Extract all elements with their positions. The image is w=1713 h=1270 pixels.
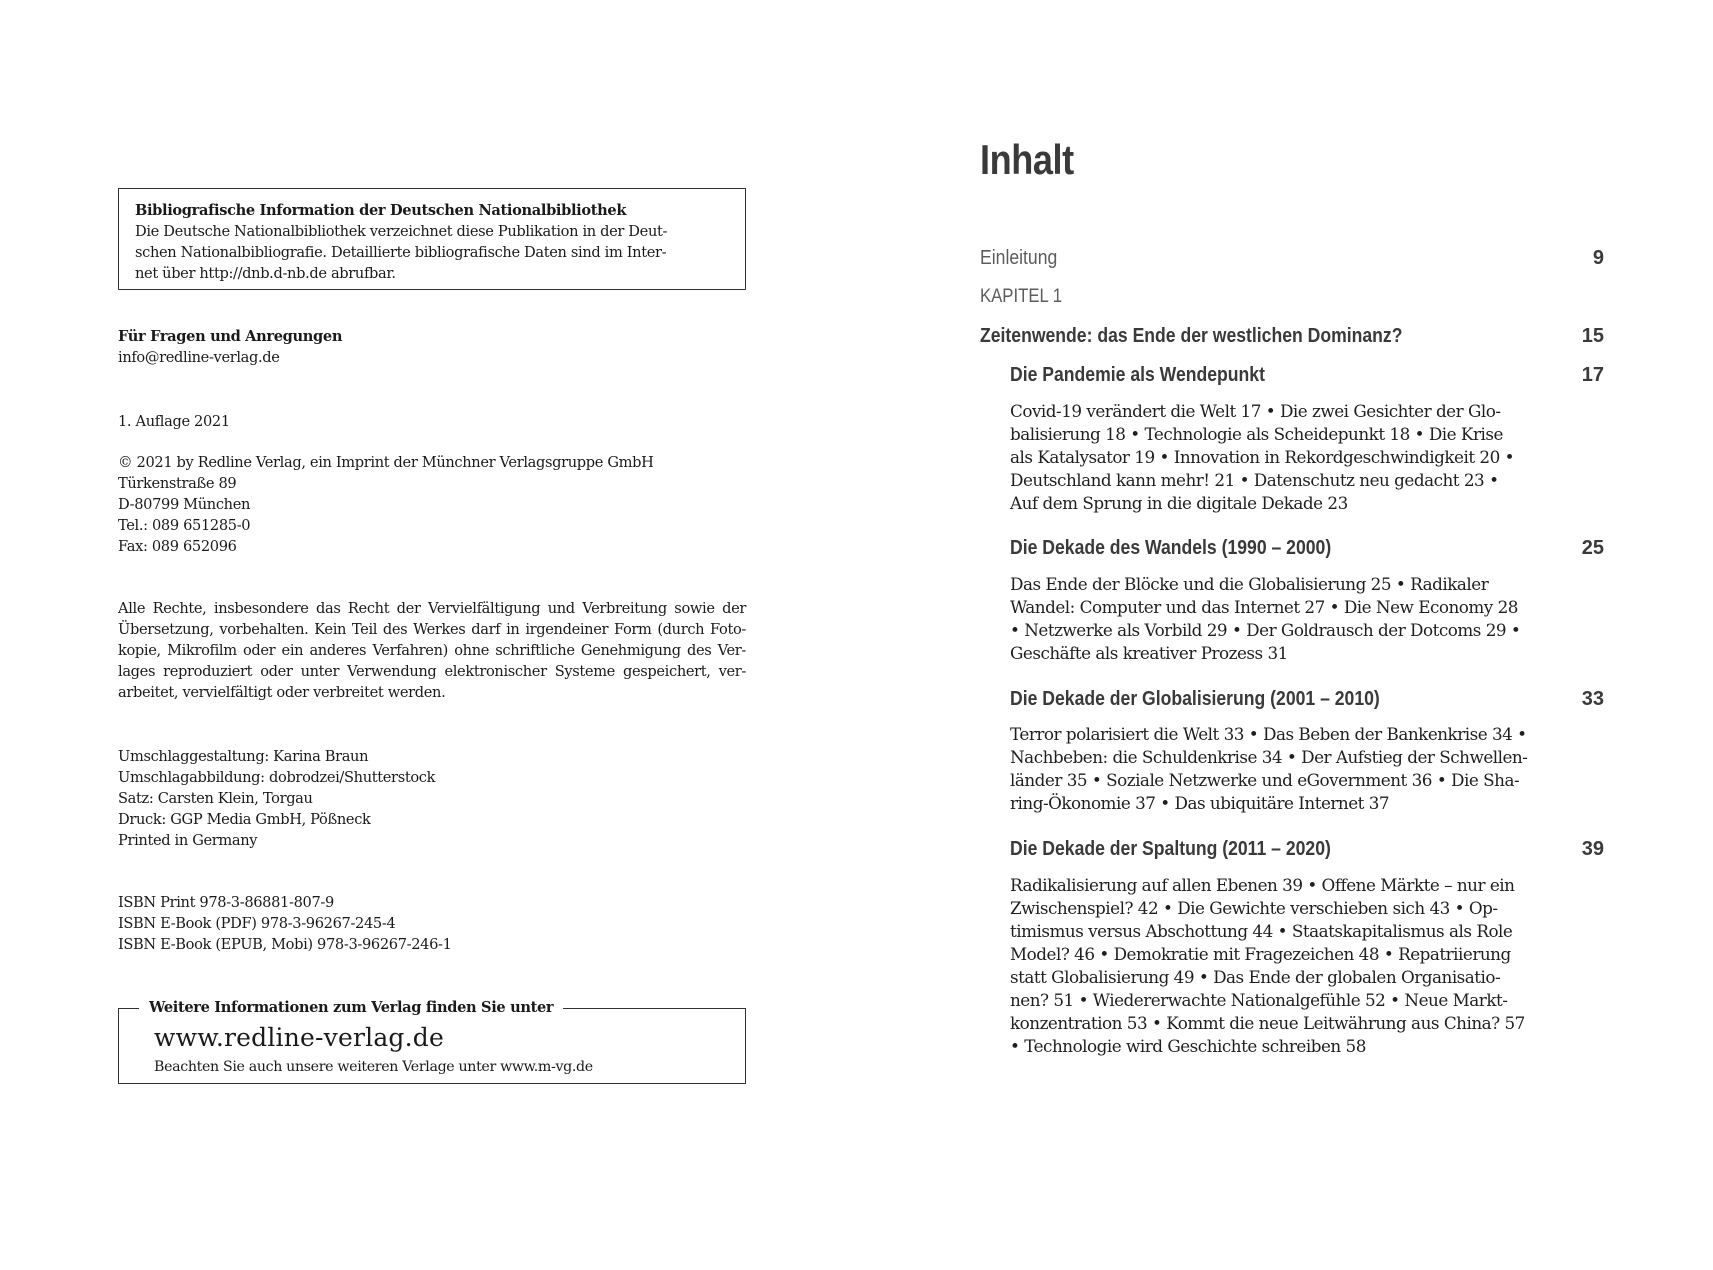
bibliographic-line: Die Deutsche Nationalbibliothek verzeichnet diese Publikation in der Deut- bbox=[135, 223, 668, 240]
info-box-legend: Weitere Informationen zum Verlag finden Sie unter bbox=[139, 997, 563, 1019]
isbn-line: ISBN Print 978-3-86881-807-9 bbox=[118, 894, 334, 911]
topic-line: Zwischenspiel? 42 • Die Gewichte verschieben sich 43 • Op- bbox=[1010, 898, 1498, 918]
credit-line: Printed in Germany bbox=[118, 832, 258, 849]
credit-line: Druck: GGP Media GmbH, Pößneck bbox=[118, 811, 371, 828]
topic-line: balisierung 18 • Technologie als Scheidepunkt 18 • Die Krise bbox=[1010, 424, 1503, 444]
toc-section-topics bbox=[1010, 723, 1530, 815]
credit-line: Umschlagabbildung: dobrodzei/Shutterstock bbox=[118, 769, 436, 786]
topic-line: konzentration 53 • Kommt die neue Leitwährung aus China? 57 bbox=[1010, 1013, 1525, 1033]
edition-text: 1. Auflage 2021 bbox=[118, 413, 230, 430]
topic-line: als Katalysator 19 • Innovation in Rekordgeschwindigkeit 20 • bbox=[1010, 447, 1515, 467]
toc-entry-label: Zeitenwende: das Ende der westlichen Dominanz? bbox=[980, 325, 1403, 347]
toc-page-number: 25 bbox=[1581, 537, 1604, 559]
bibliographic-info-box bbox=[118, 188, 746, 290]
topic-line: Model? 46 • Demokratie mit Fragezeichen 48 • Repatriierung bbox=[1010, 944, 1511, 964]
topic-line: • Technologie wird Geschichte schreiben 58 bbox=[1010, 1036, 1366, 1056]
topic-line: Geschäfte als kreativer Prozess 31 bbox=[1010, 643, 1288, 663]
contact-block bbox=[118, 326, 342, 368]
toc-section-topics bbox=[1010, 573, 1530, 665]
topic-line: nen? 51 • Wiedererwachte Nationalgefühle 52 • Neue Markt- bbox=[1010, 990, 1508, 1010]
toc-entry-label: Die Dekade der Spaltung (2011 – 2020) bbox=[1010, 838, 1331, 860]
publisher-line: © 2021 by Redline Verlag, ein Imprint der Münchner Verlagsgruppe GmbH bbox=[118, 454, 654, 471]
toc-entry-label: Die Dekade der Globalisierung (2001 – 2010) bbox=[1010, 688, 1380, 710]
rights-notice bbox=[118, 598, 746, 703]
publisher-info-box bbox=[118, 999, 746, 1084]
toc-section-topics bbox=[1010, 874, 1530, 1058]
bibliographic-heading: Bibliografische Information der Deutschen Nationalbibliothek bbox=[135, 202, 627, 219]
contact-email: info@redline-verlag.de bbox=[118, 349, 280, 366]
info-box-note: Beachten Sie auch unsere weiteren Verlage unter www.m-vg.de bbox=[154, 1059, 593, 1075]
isbn-line: ISBN E-Book (PDF) 978-3-96267-245-4 bbox=[118, 915, 396, 932]
topic-line: Auf dem Sprung in die digitale Dekade 23 bbox=[1010, 493, 1348, 513]
credits-block bbox=[118, 746, 435, 851]
chapter-label-text: KAPITEL 1 bbox=[980, 286, 1063, 307]
topic-line: länder 35 • Soziale Netzwerke und eGovernment 36 • Die Sha- bbox=[1010, 770, 1520, 790]
bibliographic-line: net über http://dnb.d-nb.de abrufbar. bbox=[135, 265, 396, 282]
topic-line: ring-Ökonomie 37 • Das ubiquitäre Internet 37 bbox=[1010, 793, 1390, 813]
publisher-website-link[interactable]: www.redline-verlag.de bbox=[154, 1023, 444, 1052]
rights-line: Alle Rechte, insbesondere das Recht der Vervielfältigung und Verbreitung sowie der bbox=[118, 600, 746, 617]
rights-line: lages reproduziert oder unter Verwendung elektronischer Systeme gespeichert, ver- bbox=[118, 663, 746, 680]
topic-line: statt Globalisierung 49 • Das Ende der globalen Organisatio- bbox=[1010, 967, 1501, 987]
publisher-line: Fax: 089 652096 bbox=[118, 538, 237, 555]
isbn-block bbox=[118, 892, 452, 955]
toc-page-number: 15 bbox=[1581, 325, 1604, 347]
toc-page-number: 33 bbox=[1581, 688, 1604, 710]
toc-section-topics bbox=[1010, 400, 1530, 515]
isbn-line: ISBN E-Book (EPUB, Mobi) 978-3-96267-246-1 bbox=[118, 936, 452, 953]
bibliographic-line: schen Nationalbibliografie. Detaillierte bibliografische Daten sind im Inter- bbox=[135, 244, 667, 261]
toc-page-number: 39 bbox=[1581, 838, 1604, 860]
toc-page-number: 17 bbox=[1581, 364, 1604, 386]
publisher-address bbox=[118, 452, 654, 557]
publisher-line: Türkenstraße 89 bbox=[118, 475, 237, 492]
toc-page-number: 9 bbox=[1592, 247, 1604, 269]
publisher-line: D-80799 München bbox=[118, 496, 251, 513]
publisher-line: Tel.: 089 651285-0 bbox=[118, 517, 251, 534]
toc-entry-label: Die Pandemie als Wendepunkt bbox=[1010, 364, 1265, 386]
topic-line: • Netzwerke als Vorbild 29 • Der Goldrausch der Dotcoms 29 • bbox=[1010, 620, 1521, 640]
topic-line: Nachbeben: die Schuldenkrise 34 • Der Aufstieg der Schwellen- bbox=[1010, 747, 1528, 767]
topic-line: Terror polarisiert die Welt 33 • Das Beben der Bankenkrise 34 • bbox=[1010, 724, 1527, 744]
topic-line: Deutschland kann mehr! 21 • Datenschutz neu gedacht 23 • bbox=[1010, 470, 1499, 490]
toc-title: Inhalt bbox=[980, 136, 1074, 183]
contact-heading: Für Fragen und Anregungen bbox=[118, 328, 343, 345]
credit-line: Umschlaggestaltung: Karina Braun bbox=[118, 748, 369, 765]
topic-line: Das Ende der Blöcke und die Globalisierung 25 • Radikaler bbox=[1010, 574, 1489, 594]
toc-entry-label: Einleitung bbox=[980, 247, 1058, 269]
topic-line: timismus versus Abschottung 44 • Staatskapitalismus als Role bbox=[1010, 921, 1513, 941]
rights-line: arbeitet, vervielfältigt oder verbreitet werden. bbox=[118, 684, 446, 701]
credit-line: Satz: Carsten Klein, Torgau bbox=[118, 790, 313, 807]
edition-note bbox=[118, 411, 230, 432]
rights-line: Übersetzung, vorbehalten. Kein Teil des Werkes darf in irgendeiner Form (durch Foto- bbox=[118, 621, 746, 638]
topic-line: Covid-19 verändert die Welt 17 • Die zwei Gesichter der Glo- bbox=[1010, 401, 1501, 421]
rights-line: kopie, Mikrofilm oder ein anderes Verfahren) ohne schriftliche Genehmigung des Ver- bbox=[118, 642, 746, 659]
toc-entry-label: Die Dekade des Wandels (1990 – 2000) bbox=[1010, 537, 1332, 559]
topic-line: Wandel: Computer und das Internet 27 • Die New Economy 28 bbox=[1010, 597, 1518, 617]
topic-line: Radikalisierung auf allen Ebenen 39 • Offene Märkte – nur ein bbox=[1010, 875, 1515, 895]
